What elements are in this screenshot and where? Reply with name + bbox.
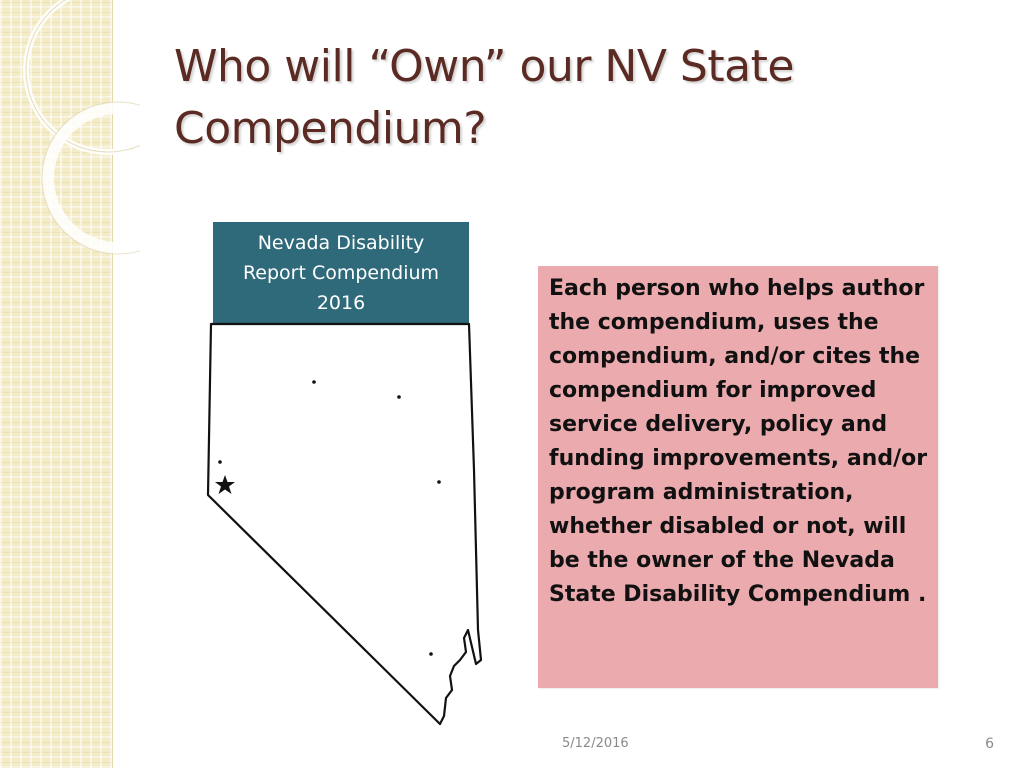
- map-label-line-2: Report Compendium: [242, 262, 440, 284]
- slide-title: Who will “Own” our NV State Compendium?: [174, 41, 794, 154]
- map-label-line-1: Nevada Disability: [257, 232, 425, 254]
- footer-page-number: 6: [985, 736, 994, 752]
- ownership-statement-box: [538, 266, 938, 688]
- decorative-circles-icon: [0, 0, 140, 260]
- nevada-map-icon: [200, 320, 490, 730]
- footer-date: 5/12/2016: [562, 736, 629, 751]
- map-label-line-3: 2016: [316, 292, 366, 314]
- ownership-statement-text: Each person who helps author the compendium, uses the compendium, and/or cites the compendium for improved service delivery, policy and funding improvements, and/or program administration, whether disabled or not, will be the owner of the Nevada State Disability Compendium .: [549, 276, 928, 607]
- map-label-box: [213, 222, 469, 324]
